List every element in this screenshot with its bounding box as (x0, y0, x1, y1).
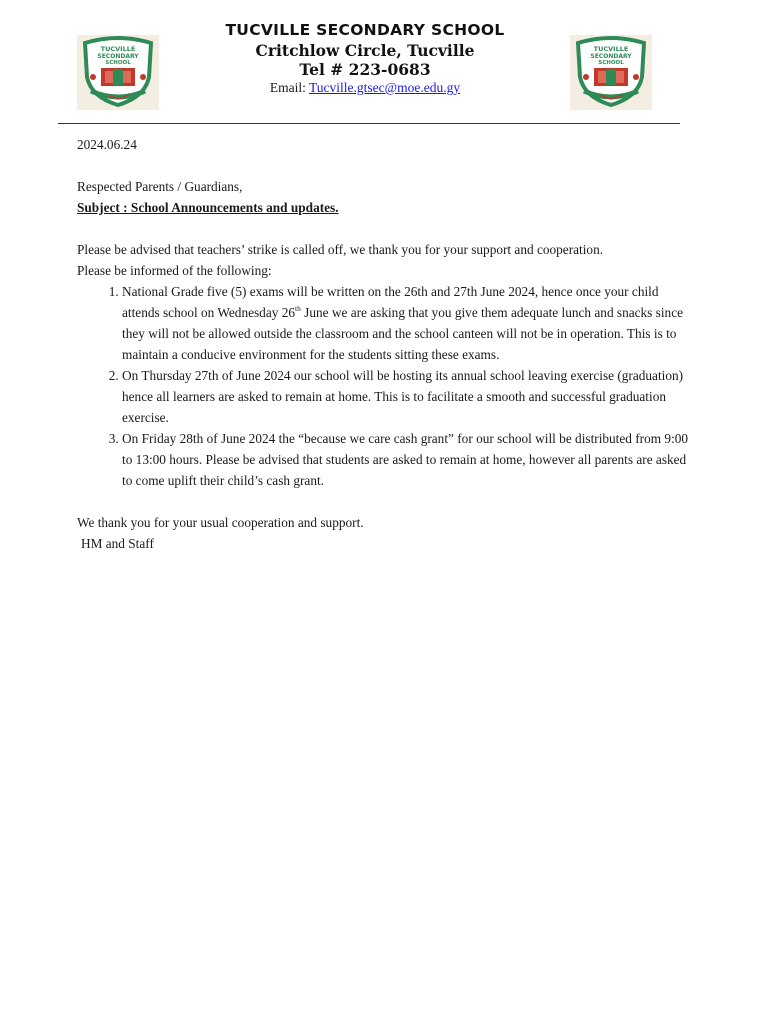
item1-text-end: June we are asking that you give them adequate lunch and snacks since they will not be allowed outside the classroom and the school canteen will not be in operation. This is to maintain a conducive environment for the students sitting these exams. (122, 305, 684, 362)
letterhead (190, 20, 540, 96)
school-address: Critchlow Circle, Tucville (255, 41, 475, 60)
letter-body (77, 134, 689, 554)
svg-text:SECONDARY: SECONDARY (590, 53, 632, 60)
letterhead-divider (58, 123, 680, 124)
announcement-item-2: 2. On Thursday 27th of June 2024 our school will be hosting its annual school leaving exercise (graduation) hence all learners are asked to remain at home. This is to facilitate a smooth and successful graduation exercise. (122, 365, 689, 428)
item1-text-start: National Grade five (5) exams will be written on the 26th and 27th June 2024, hence once your child attends school on Wednesday 26 (122, 284, 659, 320)
intro-followup: Please be informed of the following: (77, 263, 272, 278)
signature: HM and Staff (81, 536, 154, 551)
subject-line: Subject : School Announcements and updates. (77, 200, 339, 215)
school-crest-logo-right (570, 35, 652, 110)
school-telephone: Tel # 223-0683 (299, 60, 431, 79)
svg-text:TUCVILLE: TUCVILLE (100, 45, 136, 53)
svg-text:SCHOOL: SCHOOL (598, 60, 624, 66)
school-name: TUCVILLE SECONDARY SCHOOL (225, 21, 505, 39)
announcement-list (77, 281, 689, 491)
email-link[interactable]: Tucville.gtsec@moe.edu.gy (309, 80, 461, 95)
school-email-line (190, 79, 540, 96)
svg-text:SCHOOL: SCHOOL (105, 60, 131, 66)
closing-line: We thank you for your usual cooperation and support. (77, 515, 364, 530)
announcement-item-3: 3. On Friday 28th of June 2024 the “because we care cash grant” for our school will be distributed from 9:00 to 13:00 hours. Please be advised that students are asked to remain at home, however all parents are asked to come uplift their child’s cash grant. (122, 428, 689, 491)
intro-paragraph: Please be advised that teachers’ strike is called off, we thank you for your support and cooperation. (77, 242, 604, 257)
svg-text:TUCVILLE: TUCVILLE (593, 45, 629, 53)
item1-superscript: th (295, 304, 301, 313)
svg-text:SECONDARY: SECONDARY (97, 53, 139, 60)
letter-date: 2024.06.24 (77, 137, 137, 152)
school-crest-logo-left (77, 35, 159, 110)
salutation: Respected Parents / Guardians, (77, 179, 243, 194)
announcement-item-1 (122, 281, 689, 365)
email-label: Email: (269, 80, 310, 95)
